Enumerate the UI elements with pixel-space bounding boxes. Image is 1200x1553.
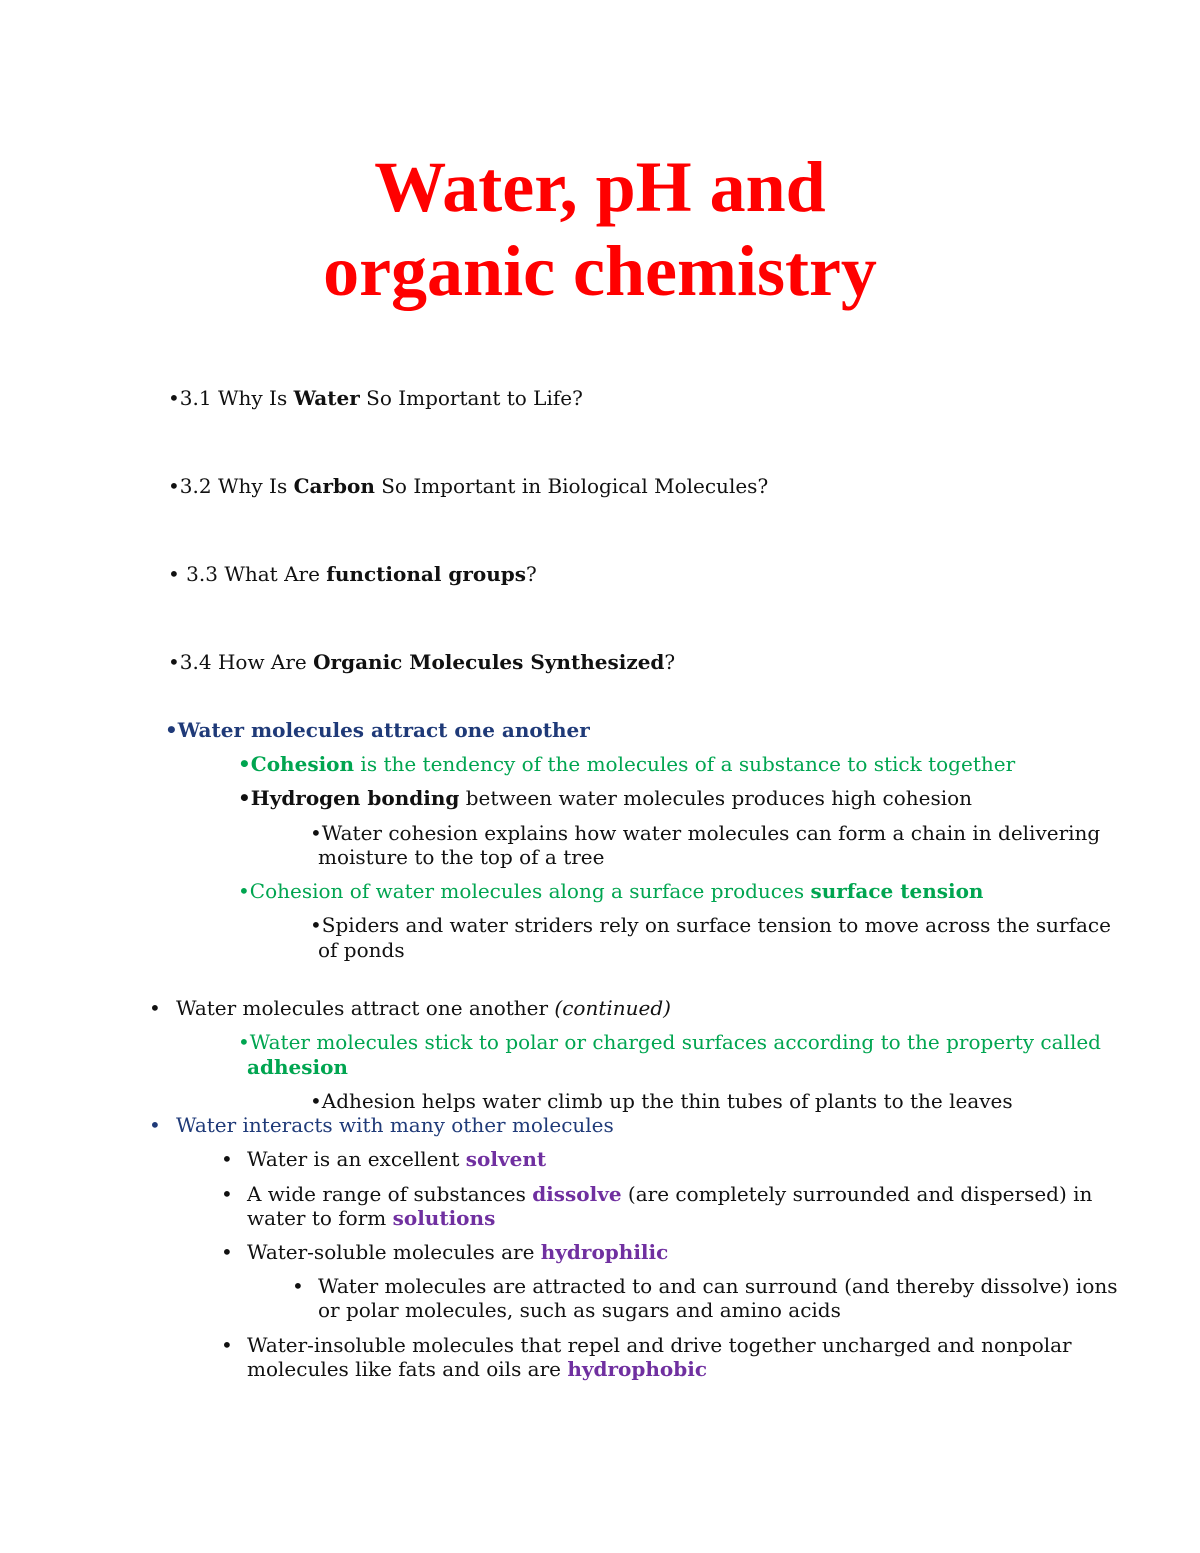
- bullet-dot: •: [221, 1182, 233, 1206]
- bullet-dot: •: [221, 1147, 233, 1171]
- section3-heading: Water interacts with many other molecules: [176, 1113, 614, 1137]
- dissolve-line-1: A wide range of substances dissolve (are completely surrounded and dispersed) in: [247, 1182, 1093, 1206]
- section2-heading: Water molecules attract one another (continued): [176, 996, 671, 1020]
- outline-item-3-1: •3.1 Why Is Water So Important to Life?: [168, 386, 583, 410]
- bullet-dot: •: [221, 1240, 233, 1264]
- page-title-line-2: organic chemistry: [323, 231, 877, 311]
- attract-line-2: or polar molecules, such as sugars and amino acids: [318, 1298, 841, 1322]
- attract-line-1: Water molecules are attracted to and can surround (and thereby dissolve) ions: [318, 1274, 1118, 1298]
- solvent-line: Water is an excellent solvent: [247, 1147, 547, 1171]
- hydrophobic-line-1: Water-insoluble molecules that repel and drive together uncharged and nonpolar: [247, 1333, 1072, 1357]
- cohesion-definition: •Cohesion is the tendency of the molecules of a substance to stick together: [238, 752, 1016, 776]
- outline-item-3-2: •3.2 Why Is Carbon So Important in Biological Molecules?: [168, 474, 769, 498]
- hydrogen-bonding-line: •Hydrogen bonding between water molecules produces high cohesion: [238, 786, 973, 810]
- section1-heading: •Water molecules attract one another: [165, 718, 590, 742]
- spiders-line-1: •Spiders and water striders rely on surface tension to move across the surface: [310, 913, 1111, 937]
- bullet-dot: •: [221, 1333, 233, 1357]
- bullet-dot: •: [292, 1274, 304, 1298]
- hydrophilic-line: Water-soluble molecules are hydrophilic: [247, 1240, 669, 1264]
- bullet-dot: •: [149, 996, 161, 1020]
- page-title-line-1: Water, pH and: [374, 147, 826, 227]
- hydrophobic-line-2: molecules like fats and oils are hydrophobic: [247, 1357, 708, 1381]
- outline-item-3-4: •3.4 How Are Organic Molecules Synthesized?: [168, 650, 676, 674]
- outline-item-3-3: • 3.3 What Are functional groups?: [168, 562, 537, 586]
- spiders-line-2: of ponds: [318, 938, 405, 962]
- adhesion-sub: •Adhesion helps water climb up the thin tubes of plants to the leaves: [310, 1089, 1013, 1113]
- surface-tension-line: •Cohesion of water molecules along a surface produces surface tension: [238, 879, 984, 903]
- adhesion-term: adhesion: [247, 1055, 348, 1079]
- tree-chain-line-1: •Water cohesion explains how water molecules can form a chain in delivering: [310, 821, 1101, 845]
- dissolve-line-2: water to form solutions: [247, 1206, 496, 1230]
- adhesion-line-1: •Water molecules stick to polar or charged surfaces according to the property called: [238, 1030, 1101, 1054]
- bullet-dot: •: [149, 1113, 161, 1137]
- tree-chain-line-2: moisture to the top of a tree: [318, 845, 605, 869]
